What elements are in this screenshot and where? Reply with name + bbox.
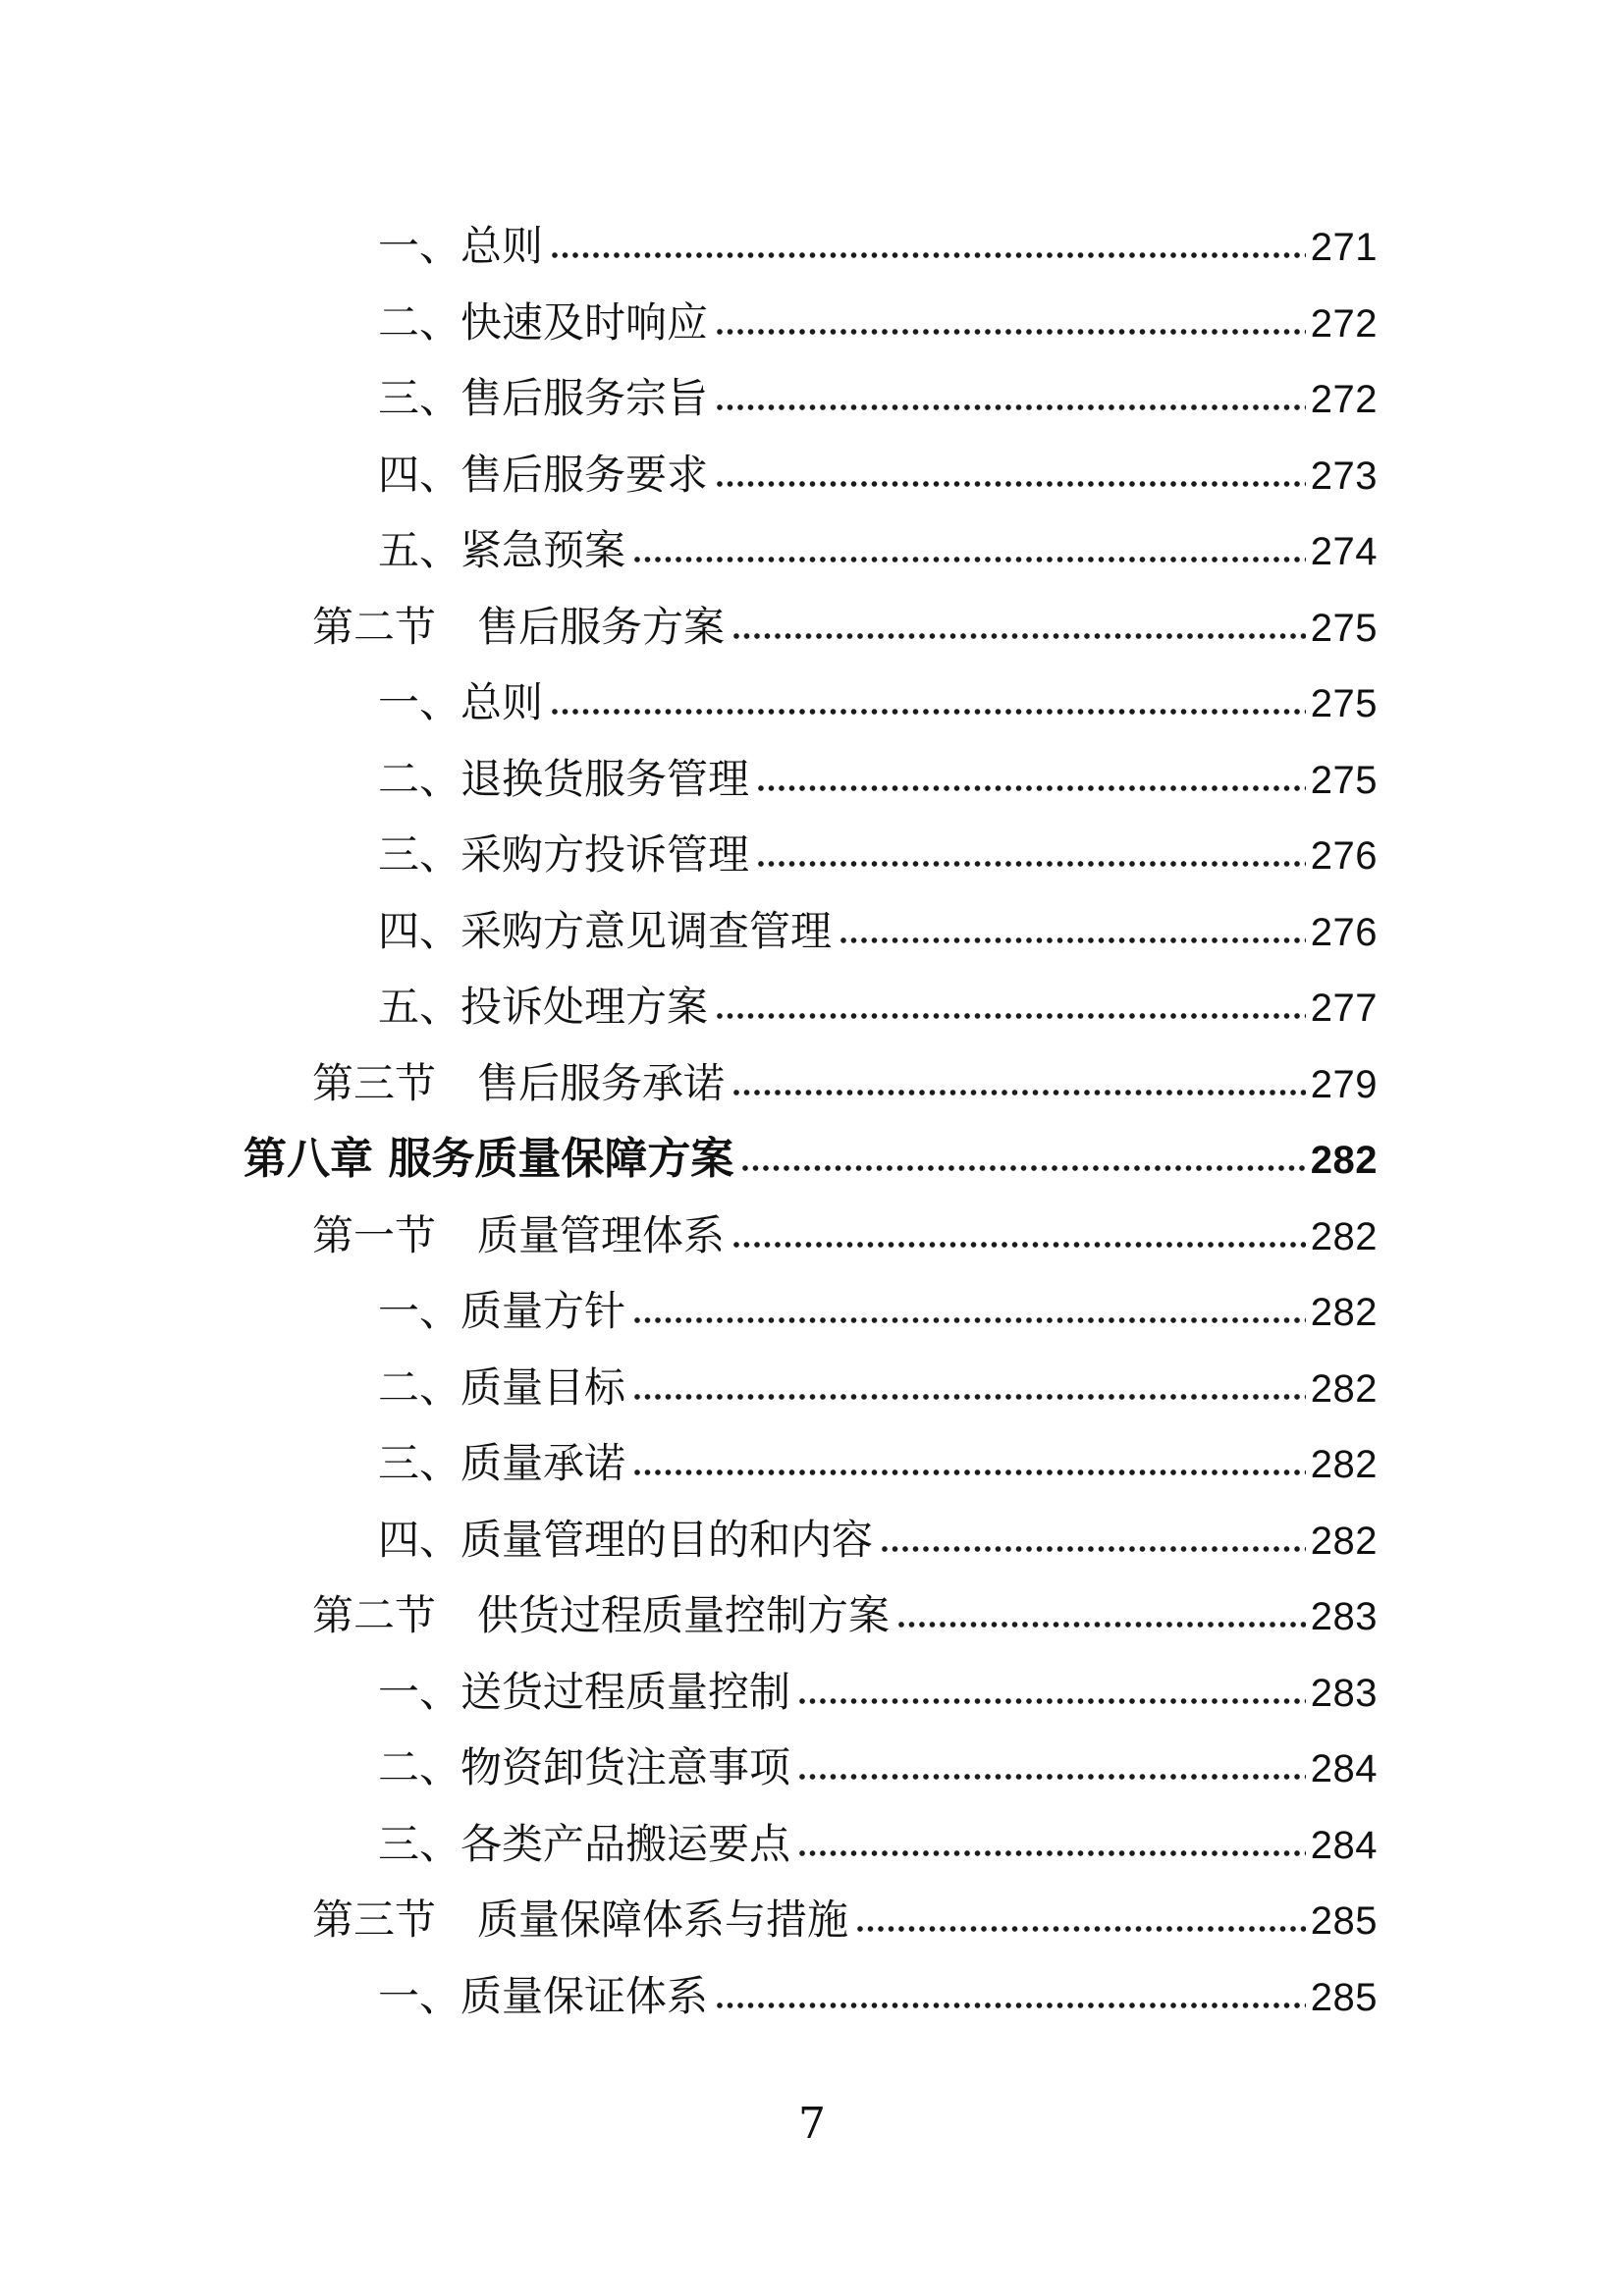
table-of-contents [0,208,1624,2034]
toc-entry-page-number: 282 [1310,1139,1378,1182]
dot-leader [632,1392,1306,1402]
toc-entry [0,512,1624,589]
page-number-footer: 7 [798,2099,826,2149]
dot-leader [632,555,1306,564]
toc-entry-page-number: 282 [1310,1443,1378,1486]
toc-entry [0,969,1624,1045]
toc-entry-title: 第二节 售后服务方案 [312,602,726,651]
toc-entry-title: 五、投诉处理方案 [378,983,709,1031]
toc-entry-title: 一、送货过程质量控制 [378,1667,791,1716]
toc-entry [0,741,1624,818]
toc-entry-page-number: 274 [1310,530,1378,573]
toc-entry-page-number: 272 [1310,301,1378,346]
toc-entry [0,1350,1624,1426]
dot-leader [715,479,1306,489]
toc-entry [0,1502,1624,1578]
toc-entry-title: 第三节 售后服务承诺 [312,1058,726,1107]
toc-entry-title: 二、退换货服务管理 [378,754,750,803]
dot-leader [855,1924,1306,1934]
toc-entry [0,1198,1624,1274]
toc-entry-page-number: 271 [1310,226,1378,269]
dot-leader [896,1620,1306,1629]
toc-entry-page-number: 277 [1310,987,1378,1030]
toc-entry-title: 五、紧急预案 [378,526,626,574]
toc-entry [0,1273,1624,1350]
dot-leader [797,1848,1306,1858]
toc-entry [0,1654,1624,1731]
toc-entry-title: 第三节 质量保障体系与措施 [312,1896,849,1944]
toc-entry-page-number: 283 [1310,1595,1378,1638]
toc-entry-title: 第二节 供货过程质量控制方案 [312,1591,891,1639]
toc-entry-title: 第八章 服务质量保障方案 [244,1134,734,1184]
toc-entry-page-number: 285 [1310,1899,1378,1943]
toc-entry-page-number: 272 [1310,378,1378,421]
dot-leader [715,2001,1306,2010]
dot-leader [740,1163,1305,1173]
toc-entry-page-number: 276 [1310,834,1378,878]
dot-leader [715,402,1306,412]
dot-leader [756,783,1306,793]
toc-entry [0,589,1624,666]
toc-entry-page-number: 275 [1310,606,1378,650]
toc-entry-page-number: 275 [1310,758,1378,802]
toc-entry-page-number: 273 [1310,454,1378,498]
toc-entry-title: 四、质量管理的目的和内容 [378,1515,874,1564]
dot-leader [731,631,1306,641]
toc-entry [0,208,1624,285]
toc-entry [0,1958,1624,2035]
dot-leader [715,1011,1306,1021]
toc-entry-title: 四、售后服务要求 [378,450,709,499]
toc-entry [0,1577,1624,1654]
dot-leader [797,1696,1306,1706]
toc-entry-page-number: 284 [1310,1823,1378,1867]
toc-entry-title: 三、各类产品搬运要点 [378,1819,791,1868]
toc-entry [0,1121,1624,1198]
toc-entry-page-number: 283 [1310,1671,1378,1715]
dot-leader [880,1544,1306,1554]
toc-entry [0,817,1624,893]
toc-entry-page-number: 279 [1310,1062,1378,1106]
dot-leader [550,707,1306,717]
toc-entry [0,893,1624,970]
toc-entry-title: 一、总则 [378,678,544,726]
toc-entry [0,360,1624,437]
dot-leader [839,935,1306,945]
toc-entry-page-number: 282 [1310,1214,1378,1258]
toc-entry-page-number: 282 [1310,1291,1378,1334]
toc-entry-title: 一、总则 [378,222,544,270]
toc-entry-title: 二、快速及时响应 [378,297,709,347]
dot-leader [715,327,1306,337]
dot-leader [632,1315,1306,1325]
dot-leader [797,1772,1306,1782]
toc-entry-page-number: 282 [1310,1366,1378,1411]
dot-leader [731,1240,1306,1250]
toc-entry-title: 一、质量方针 [378,1287,626,1335]
toc-entry [0,1882,1624,1958]
dot-leader [756,859,1306,869]
dot-leader [731,1088,1306,1097]
toc-entry-page-number: 282 [1310,1519,1378,1563]
toc-entry-title: 三、质量承诺 [378,1439,626,1487]
toc-entry [0,1045,1624,1122]
toc-entry-title: 第一节 质量管理体系 [312,1210,726,1259]
toc-entry [0,285,1624,361]
toc-entry-title: 二、物资卸货注意事项 [378,1743,791,1791]
toc-entry-title: 三、采购方投诉管理 [378,830,750,879]
toc-entry-page-number: 284 [1310,1747,1378,1790]
toc-entry-title: 四、采购方意见调查管理 [378,906,833,955]
toc-entry-title: 一、质量保证体系 [378,1971,709,2020]
dot-leader [632,1468,1306,1477]
toc-entry-page-number: 275 [1310,682,1378,725]
toc-entry-title: 三、售后服务宗旨 [378,374,709,422]
toc-entry [0,1425,1624,1502]
dot-leader [550,250,1306,260]
toc-entry [0,437,1624,513]
toc-entry [0,1806,1624,1883]
toc-entry-page-number: 276 [1310,910,1378,954]
toc-entry [0,1730,1624,1806]
toc-entry [0,665,1624,741]
toc-entry-page-number: 285 [1310,1975,1378,2019]
toc-entry-title: 二、质量目标 [378,1362,626,1412]
